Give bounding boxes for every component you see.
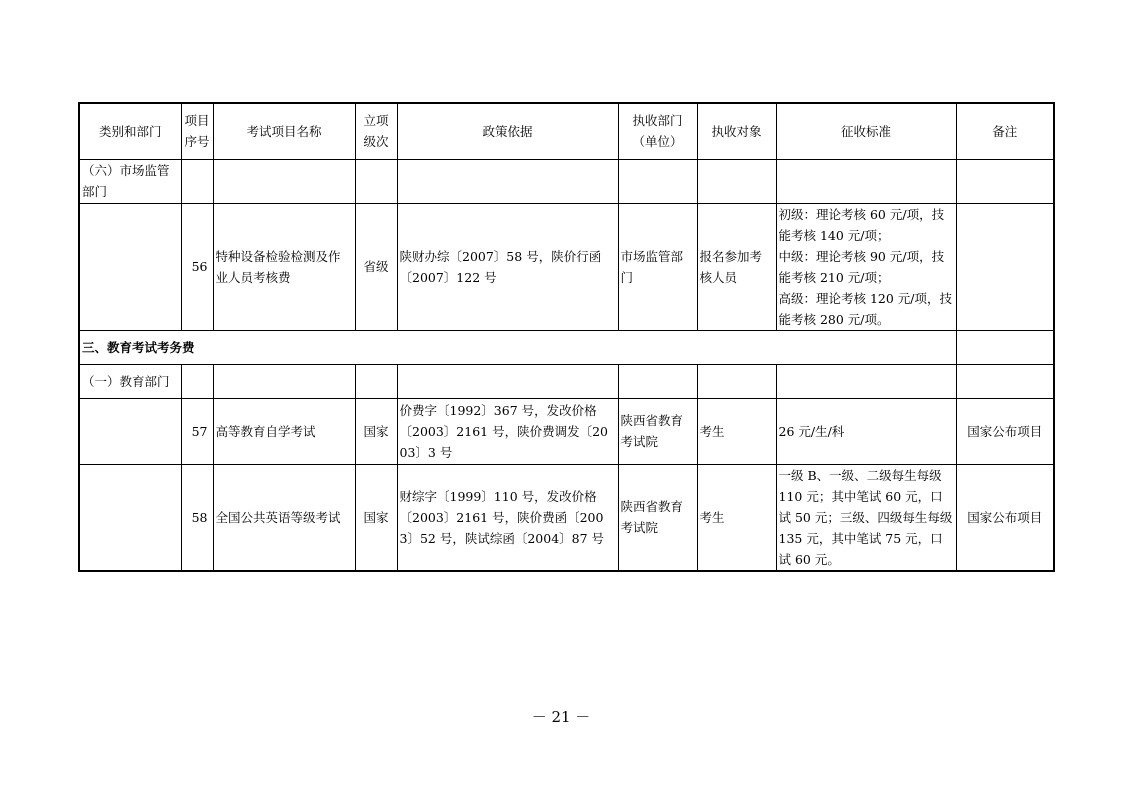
row-exam-name: 全国公共英语等级考试 (213, 464, 355, 571)
row-seq: 57 (181, 398, 213, 464)
section-heading: 三、教育考试考务费 (79, 330, 956, 364)
row-exam-name: 高等教育自学考试 (213, 398, 355, 464)
header-remarks: 备注 (956, 103, 1054, 159)
row-collection-target: 考生 (697, 464, 776, 571)
row-collection-target: 报名参加考核人员 (697, 203, 776, 330)
row-seq: 58 (181, 464, 213, 571)
fee-table (78, 102, 1055, 572)
header-seq: 项目序号 (181, 103, 213, 159)
fee-standard-line: 初级：理论考核 60 元/项，技能考核 140 元/项； (778, 206, 945, 243)
row-remarks: 国家公布项目 (956, 464, 1054, 571)
row-collecting-dept: 市场监管部门 (618, 203, 697, 330)
header-level: 立项级次 (355, 103, 397, 159)
row-collecting-dept: 陕西省教育考试院 (618, 398, 697, 464)
header-exam-name: 考试项目名称 (213, 103, 355, 159)
subcategory-label: （六）市场监管部门 (79, 159, 181, 203)
table-row (79, 398, 1054, 464)
row-level: 国家 (355, 398, 397, 464)
header-category: 类别和部门 (79, 103, 181, 159)
row-collection-target: 考生 (697, 398, 776, 464)
fee-standard-line: 高级：理论考核 120 元/项，技能考核 280 元/项。 (778, 290, 953, 327)
table-row (79, 203, 1054, 330)
header-policy-basis: 政策依据 (397, 103, 618, 159)
header-collecting-dept: 执收部门（单位） (618, 103, 697, 159)
row-policy-basis: 价费字〔1992〕367 号，发改价格〔2003〕2161 号，陕价费调发〔2003〕3 号 (397, 398, 618, 464)
subcategory-row-market (79, 159, 1054, 203)
section-row (79, 330, 1054, 364)
row-level: 国家 (355, 464, 397, 571)
header-row (79, 103, 1054, 159)
page-number: － 21 － (531, 708, 591, 726)
subcategory-row-education (79, 364, 1054, 398)
row-fee-standard (776, 203, 956, 330)
row-exam-name: 特种设备检验检测及作业人员考核费 (213, 203, 355, 330)
subcategory-label: （一）教育部门 (79, 364, 181, 398)
row-level: 省级 (355, 203, 397, 330)
row-remarks (956, 203, 1054, 330)
header-fee-standard: 征收标准 (776, 103, 956, 159)
row-collecting-dept: 陕西省教育考试院 (618, 464, 697, 571)
row-seq: 56 (181, 203, 213, 330)
header-collection-target: 执收对象 (697, 103, 776, 159)
row-fee-standard: 一级 B、一级、二级每生每级 110 元；其中笔试 60 元，口试 50 元；三级、四级每生每级 135 元，其中笔试 75 元，口试 60 元。 (776, 464, 956, 571)
fee-standard-line: 中级：理论考核 90 元/项，技能考核 210 元/项； (778, 248, 945, 285)
row-policy-basis: 财综字〔1999〕110 号，发改价格〔2003〕2161 号，陕价费函〔2003〕52 号，陕试综函〔2004〕87 号 (397, 464, 618, 571)
row-fee-standard: 26 元/生/科 (776, 398, 956, 464)
table-row (79, 464, 1054, 571)
row-policy-basis: 陕财办综〔2007〕58 号，陕价行函〔2007〕122 号 (397, 203, 618, 330)
row-remarks: 国家公布项目 (956, 398, 1054, 464)
